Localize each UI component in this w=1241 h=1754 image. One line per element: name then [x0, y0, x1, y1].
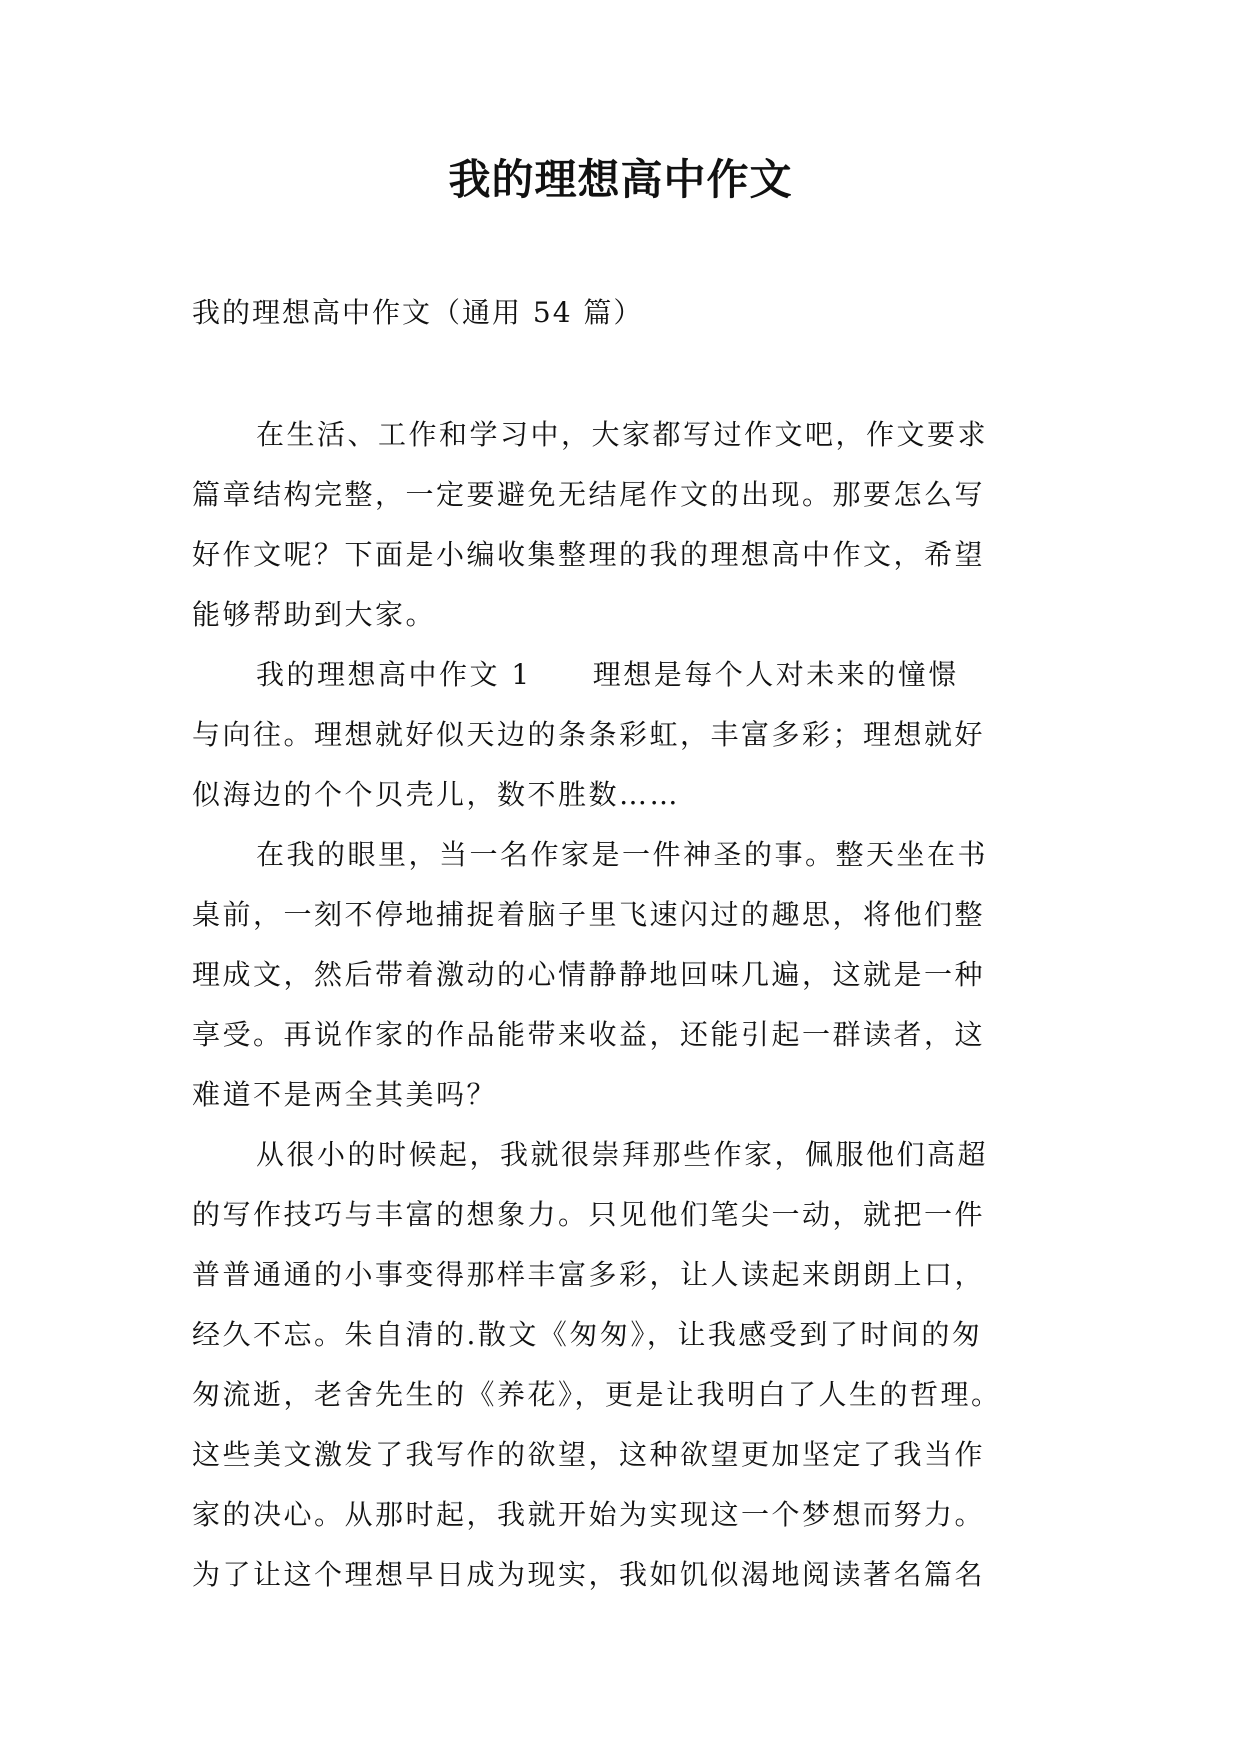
document-title: 我的理想高中作文 [448, 155, 793, 204]
paragraph-line: 桌前，一刻不停地捕捉着脑子里飞速闪过的趣思，将他们整 [192, 898, 986, 931]
paragraph-line: 匆流逝，老舍先生的《养花》，更是让我明白了人生的哲理。 [192, 1378, 1002, 1411]
paragraph-line: 在我的眼里，当一名作家是一件神圣的事。整天坐在书 [256, 838, 989, 871]
paragraph-line: 在生活、工作和学习中，大家都写过作文吧，作文要求 [256, 418, 989, 451]
paragraph-line: 篇章结构完整，一定要避免无结尾作文的出现。那要怎么写 [192, 478, 986, 511]
paragraph-line: 经久不忘。朱自清的.散文《匆匆》，让我感受到了时间的匆 [192, 1318, 983, 1351]
paragraph-line: 好作文呢？下面是小编收集整理的我的理想高中作文，希望 [192, 538, 986, 571]
paragraph-line: 为了让这个理想早日成为现实，我如饥似渴地阅读著名篇名 [192, 1558, 986, 1591]
paragraph-line: 享受。再说作家的作品能带来收益，还能引起一群读者，这 [192, 1018, 986, 1051]
paragraph-line: 与向往。理想就好似天边的条条彩虹，丰富多彩；理想就好 [192, 718, 986, 751]
paragraph-line: 家的决心。从那时起，我就开始为实现这一个梦想而努力。 [192, 1498, 986, 1531]
paragraph-line: 的写作技巧与丰富的想象力。只见他们笔尖一动，就把一件 [192, 1198, 986, 1231]
paragraph-line: 难道不是两全其美吗？ [192, 1078, 498, 1111]
paragraph-line: 理成文，然后带着激动的心情静静地回味几遍，这就是一种 [192, 958, 986, 991]
document-subtitle: 我的理想高中作文（通用 54 篇） [192, 296, 644, 329]
paragraph-line: 能够帮助到大家。 [192, 598, 437, 631]
paragraph-line: 这些美文激发了我写作的欲望，这种欲望更加坚定了我当作 [192, 1438, 986, 1471]
document-body [192, 410, 1062, 1610]
paragraph-line: 从很小的时候起，我就很崇拜那些作家，佩服他们高超 [256, 1138, 989, 1171]
paragraph-line: 我的理想高中作文 1 理想是每个人对未来的憧憬 [256, 658, 959, 691]
paragraph-line: 普普通通的小事变得那样丰富多彩，让人读起来朗朗上口， [192, 1258, 986, 1291]
paragraph-line: 似海边的个个贝壳儿，数不胜数…… [192, 778, 681, 811]
